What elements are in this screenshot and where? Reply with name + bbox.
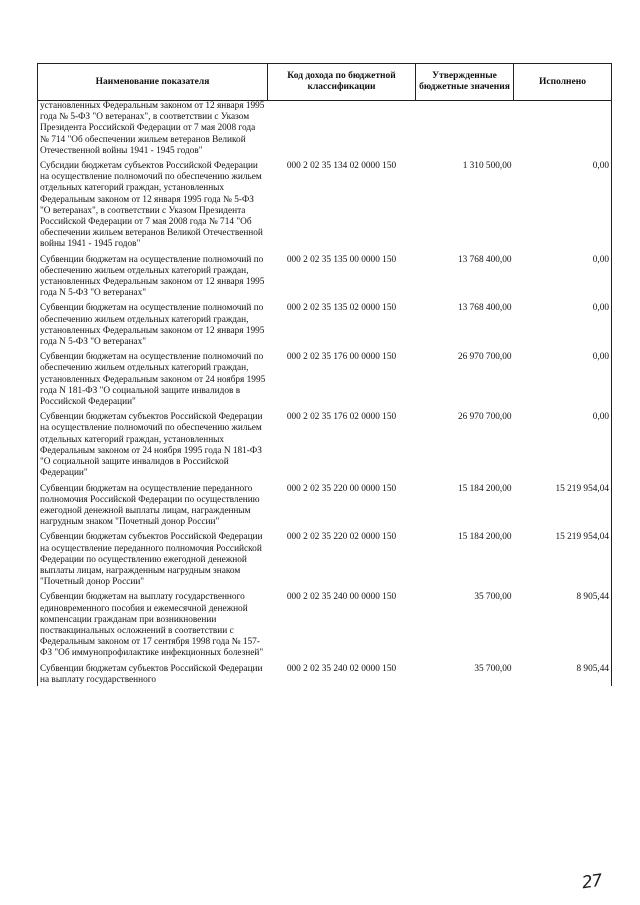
indicator-name: Субвенции бюджетам на осуществление полномочий по обеспечению жильем отдельных категорий граждан, установленных Федеральным законом от 12 января 1995 года N 5-ФЗ "О ветеранах" [38,303,268,352]
income-code: 000 2 02 35 176 00 0000 150 [286,352,397,363]
executed-value: 15 219 954,04 [514,532,612,592]
table-row [38,101,612,162]
indicator-name: Субвенции бюджетам на осуществление переданного полномочия Российской Федерации по осуществлению ежегодной денежной выплаты лицам, награжденным нагрудным знаком "Почетный донор России" [38,484,268,533]
approved-value: 15 184 200,00 [458,483,512,494]
indicator-name: Субвенции бюджетам на осуществление полномочий по обеспечению жильем отдельных категорий граждан, установленных Федеральным законом от 12 января 1995 года N 5-ФЗ "О ветеранах" [38,255,268,304]
executed-value: 0,00 [514,352,612,412]
income-code: 000 2 02 35 240 00 0000 150 [286,592,397,603]
executed-value: 0,00 [514,161,612,255]
table-row [38,352,612,412]
approved-value: 26 970 700,00 [458,352,512,363]
executed-value [514,101,612,162]
income-code: 000 2 02 35 176 02 0000 150 [286,412,397,423]
header-executed: Исполнено [514,64,612,101]
executed-value: 0,00 [514,255,612,304]
approved-value: 15 184 200,00 [458,532,512,543]
indicator-name: Субвенции бюджетам на выплату государственного единовременного пособия и ежемесячной денежной компенсации гражданам при возникновении поствакцинальных осложнений в соответствии с Федеральным законом от 17 сентября 1998 года № 157-ФЗ "Об иммунопрофилактике инфекционных болезней" [38,592,268,663]
income-code: 000 2 02 35 240 02 0000 150 [286,663,397,674]
table-row [38,255,612,304]
table-row [38,592,612,663]
indicator-name: Субвенции бюджетам субъектов Российской Федерации на выплату государственного [38,664,268,686]
table-row [38,484,612,533]
approved-value [416,101,514,162]
executed-value: 15 219 954,04 [514,484,612,533]
table-row [38,532,612,592]
income-code: 000 2 02 35 135 02 0000 150 [286,303,397,314]
table-row [38,412,612,483]
executed-value: 8 905,44 [514,592,612,663]
header-indicator-name: Наименование показателя [38,64,268,101]
indicator-name: Субвенции бюджетам субъектов Российской Федерации на осуществление полномочий по обеспечению жильем отдельных категорий граждан, установленных Федеральным законом от 24 ноября 1995 года N 181-ФЗ "О социальной защите инвалидов в Российской Федерации" [38,412,268,483]
header-income-code: Код дохода по бюджетной классификации [268,64,416,101]
income-code: 000 2 02 35 220 00 0000 150 [286,483,397,494]
approved-value: 26 970 700,00 [458,412,512,423]
approved-value: 1 310 500,00 [462,161,512,172]
income-code: 000 2 02 35 134 02 0000 150 [286,161,397,172]
executed-value: 0,00 [514,303,612,352]
approved-value: 13 768 400,00 [458,254,512,265]
approved-value: 35 700,00 [474,663,512,674]
income-code: 000 2 02 35 135 00 0000 150 [286,254,397,265]
header-approved-values: Утвержденные бюджетные значения [416,64,514,101]
approved-value: 35 700,00 [474,592,512,603]
indicator-name: Субсидии бюджетам субъектов Российской Федерации на осуществление полномочий по обеспечению жильем отдельных категорий граждан, установленных Федеральным законом от 12 января 1995 года № 5-ФЗ "О ветеранах", в соответствии с Указом Президента Российской Федерации от 7 мая 2008 года № 714 "Об обеспечении жильем ветеранов Великой Отечественной войны 1941 - 1945 годов" [38,161,268,255]
table-row [38,161,612,255]
income-code: 000 2 02 35 220 02 0000 150 [286,532,397,543]
indicator-name: Субвенции бюджетам на осуществление полномочий по обеспечению жильем отдельных категорий граждан, установленных Федеральным законом от 24 ноября 1995 года N 181-ФЗ "О социальной защите инвалидов в Российской Федерации" [38,352,268,412]
executed-value: 8 905,44 [514,664,612,686]
table-row [38,303,612,352]
income-code [268,101,416,162]
approved-value: 13 768 400,00 [458,303,512,314]
budget-execution-table [37,63,612,686]
handwritten-page-number: 27 [580,870,603,894]
indicator-name: установленных Федеральным законом от 12 января 1995 года № 5-ФЗ "О ветеранах", в соответствии с Указом Президента Российской Федерации от 7 мая 2008 года № 714 "Об обеспечении жильем ветеранов Великой Отечественной войны 1941 - 1945 годов" [38,101,268,162]
indicator-name: Субвенции бюджетам субъектов Российской Федерации на осуществление переданного полномочия Российской Федерации по осуществлению ежегодной денежной выплаты лицам, награжденным нагрудным знаком "Почетный донор России" [38,532,268,592]
executed-value: 0,00 [514,412,612,483]
table-header-row [38,64,612,101]
table-row [38,664,612,686]
